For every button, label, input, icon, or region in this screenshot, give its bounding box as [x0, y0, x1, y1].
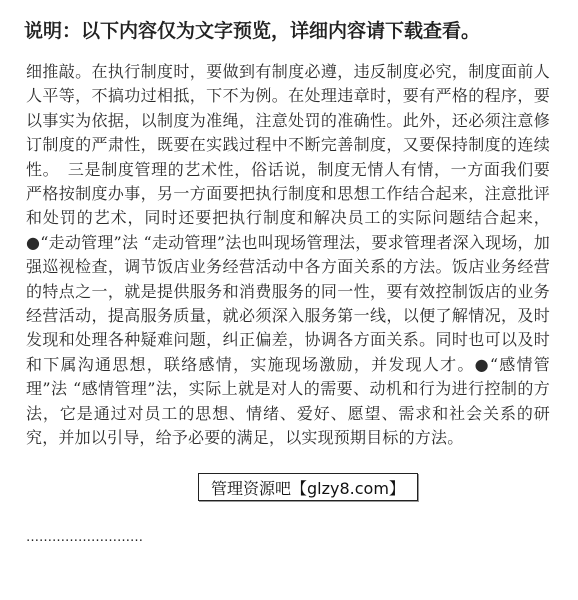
- body-paragraph: 细推敲。在执行制度时，要做到有制度必遵，违反制度必究，制度面前人人平等，不搞功过相抵，下不为例。在处理违章时，要有严格的程序，要以事实为依据，以制度为准绳，注意处罚的准确性。此外，还必须注意修订制度的严肃性，既要在实践过程中不断完善制度，又要保持制度的连续性。 三是制度管理的艺术性，俗话说，制度无情人有情，一方面我们要严格按制度办事，另一方面要把执行制度和思想工作结合起来，注意批评和处罚的艺术，同时还要把执行制度和解决员工的实际问题结合起来，●“走动管理”法 “走动管理”法也叫现场管理法，要求管理者深入现场，加强巡视检查，调节饭店业务经营活动中各方面关系的方法。饭店业务经营的特点之一，就是提供服务和消费服务的同一性，要有效控制饭店的业务经营活动，提高服务质量，就必须深入服务第一线，以便了解情况，及时发现和处理各种疑难问题，纠正偏差，协调各方面关系。同时也可以及时和下属沟通思想，联络感情，实施现场激励，并发现人才。●“感情管理”法 “感情管理”法，实际上就是对人的需要、动机和行为进行控制的方法，它是通过对员工的思想、情绪、爱好、愿望、需求和社会关系的研究，并加以引导，给予必要的满足，以实现预期目标的方法。: [26, 62, 550, 448]
- truncation-ellipsis: ………………………: [26, 530, 143, 545]
- document-body: [26, 60, 550, 451]
- preview-notice: 说明：以下内容仅为文字预览，详细内容请下载查看。: [24, 20, 481, 42]
- site-watermark: 管理资源吧【glzy8.com】: [198, 473, 418, 501]
